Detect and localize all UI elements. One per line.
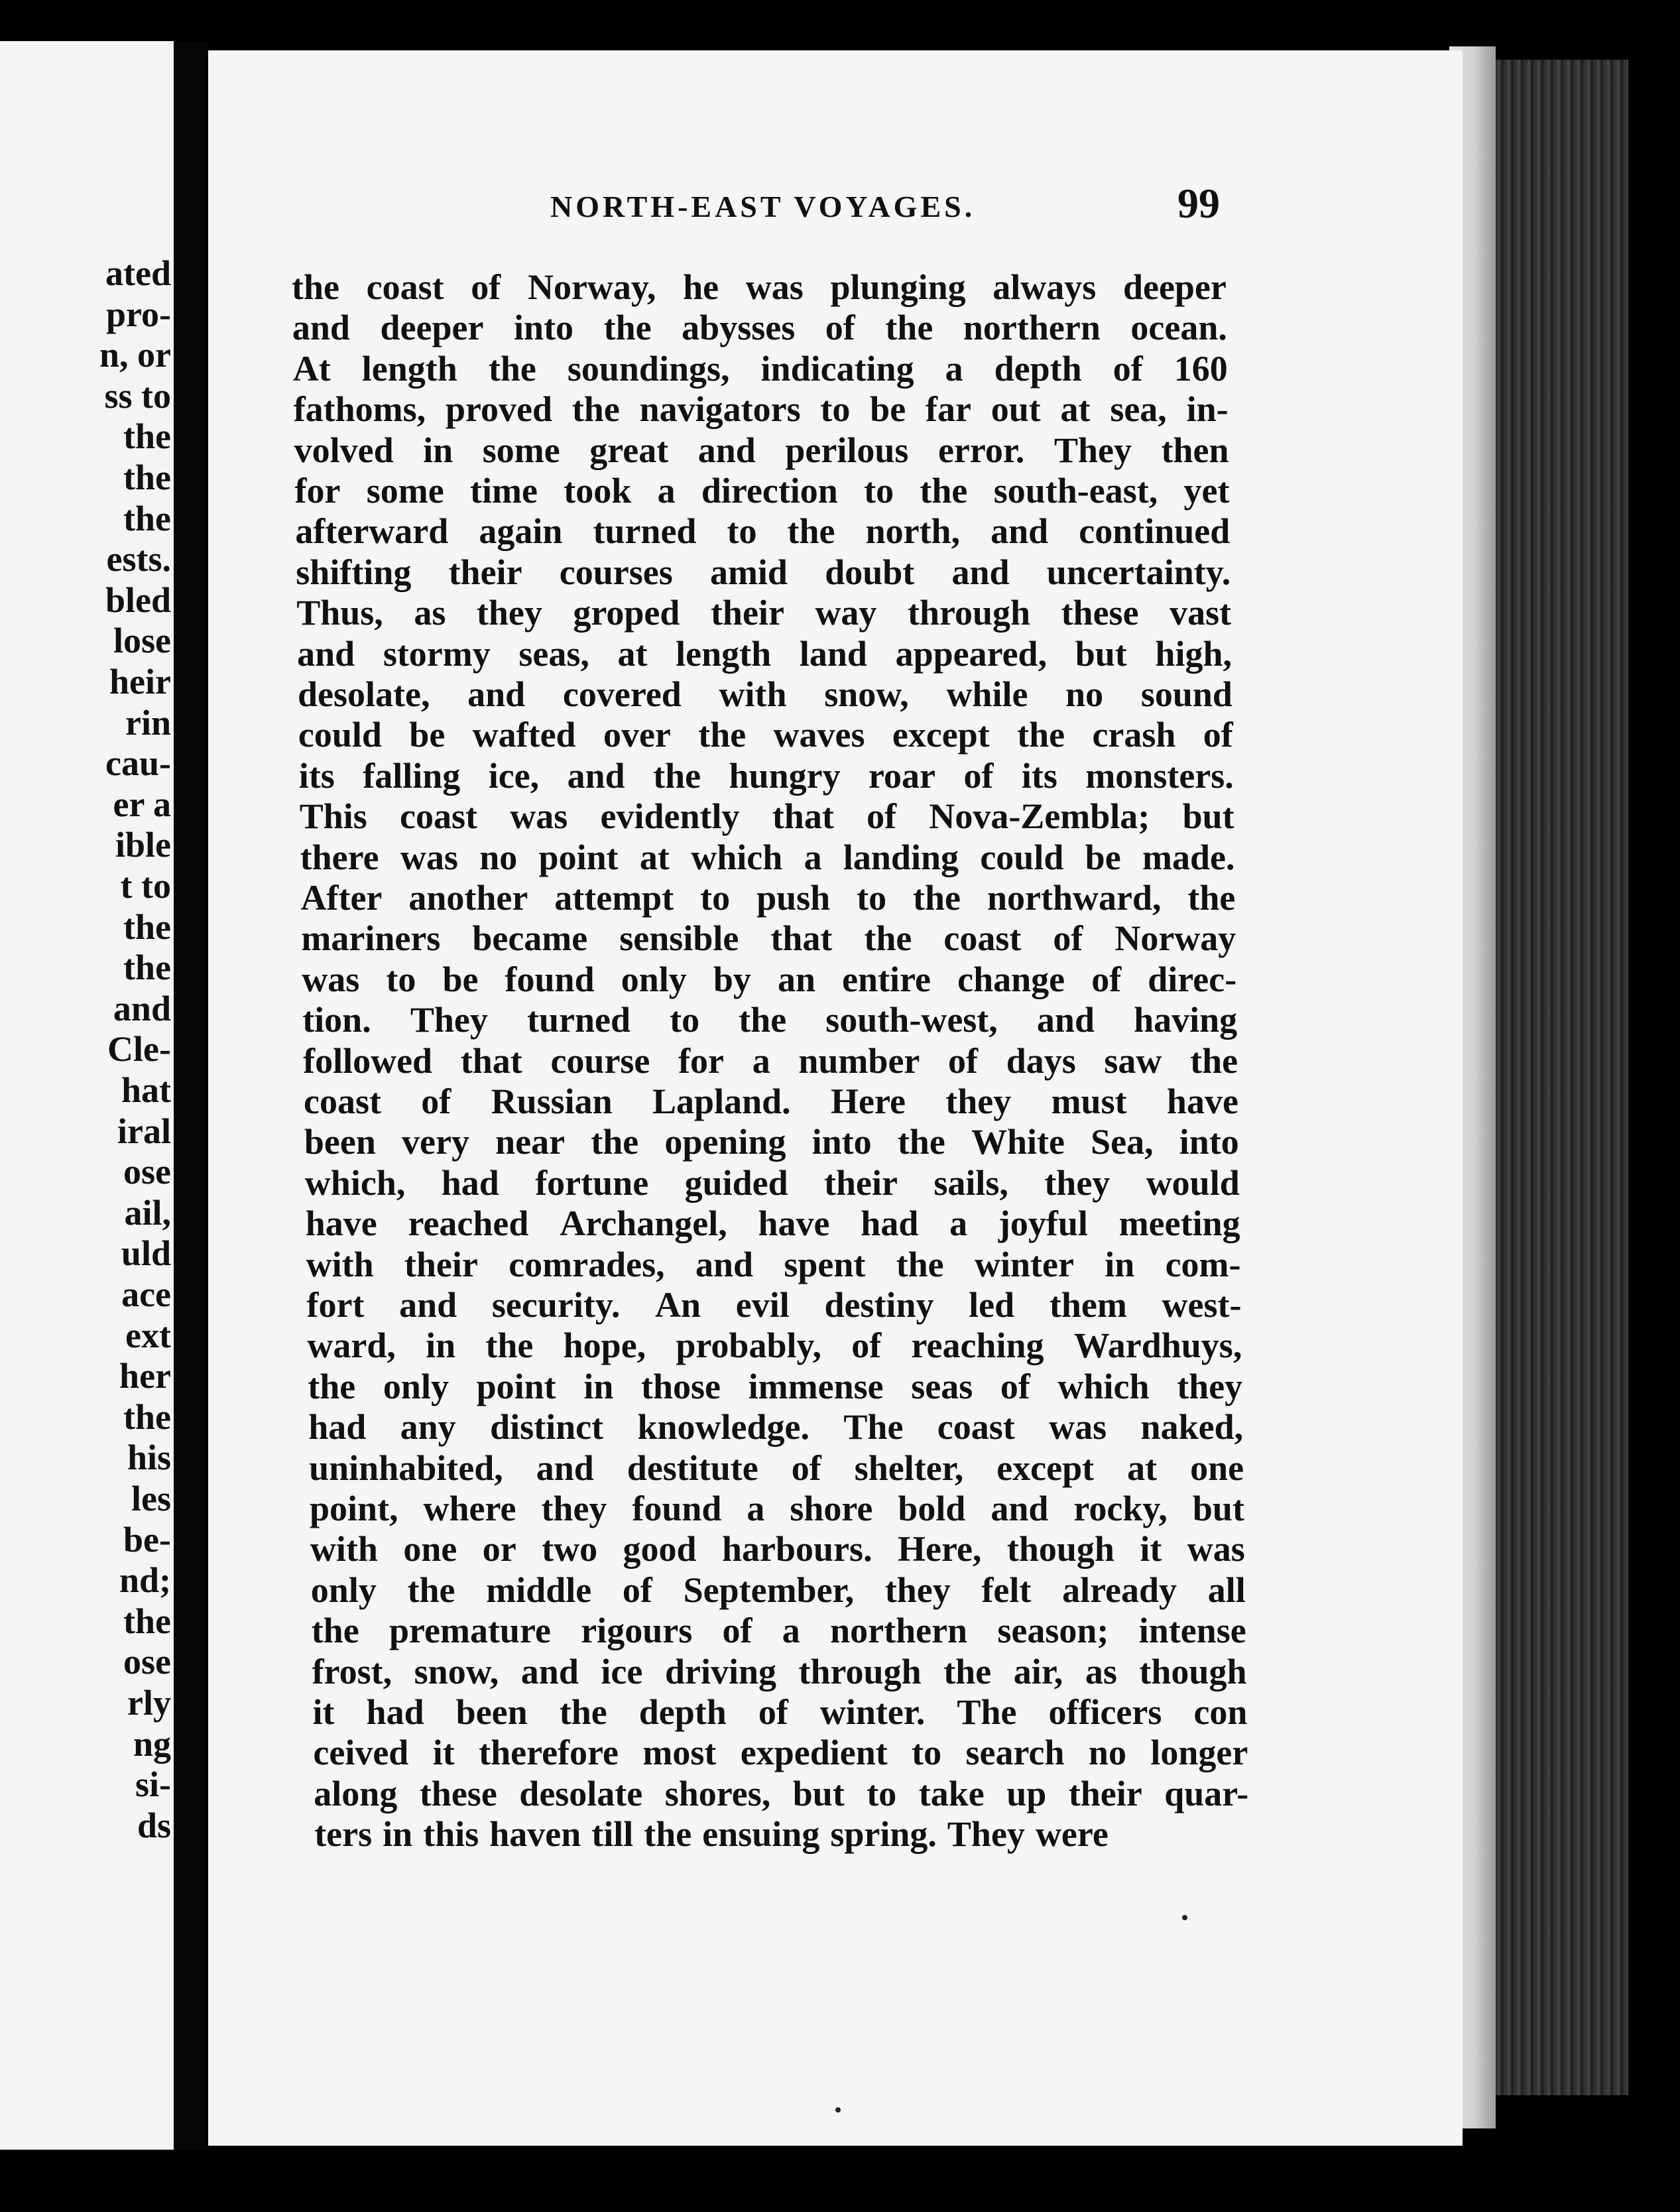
left-text-fragment: the — [123, 1396, 171, 1437]
text-line: shifting their courses amid doubt and uncertainty. — [296, 552, 1231, 592]
left-text-fragment: Cle- — [107, 1029, 171, 1070]
left-text-fragment: pro- — [105, 294, 171, 334]
left-text-fragment: his — [127, 1438, 171, 1478]
left-text-fragment: the — [123, 948, 171, 988]
text-line: had any distinct knowledge. The coast was naked, — [308, 1407, 1244, 1447]
left-text-fragment: ail, — [124, 1192, 171, 1233]
left-text-fragment: ds — [137, 1805, 171, 1845]
text-line: the premature rigours of a northern season; intense — [311, 1611, 1246, 1651]
left-text-fragment: iral — [117, 1111, 171, 1151]
left-text-fragment: les — [131, 1479, 171, 1518]
ink-speck — [835, 2107, 841, 2113]
left-text-fragment: ss to — [104, 375, 171, 416]
text-line: ceived it therefore most expedient to search no longer — [313, 1733, 1248, 1773]
left-text-fragment: rin — [125, 702, 171, 743]
text-line: for some time took a direction to the south-east, yet — [294, 471, 1230, 511]
left-text-fragment: hat — [121, 1070, 171, 1110]
left-text-fragment: rly — [127, 1683, 171, 1723]
text-line: At length the soundings, indicating a depth of 160 — [292, 348, 1228, 389]
left-text-fragment: lose — [113, 621, 171, 661]
left-text-fragment: si- — [135, 1764, 171, 1805]
left-text-fragment: be- — [123, 1519, 171, 1560]
text-line: along these desolate shores, but to take up their quar- — [314, 1773, 1249, 1813]
text-line: which, had fortune guided their sails, they would — [304, 1162, 1240, 1203]
left-text-fragment: er a — [113, 784, 171, 824]
text-line: fathoms, proved the navigators to be far out at sea, in- — [293, 389, 1229, 430]
left-page — [0, 41, 174, 2150]
left-text-fragment: ace — [121, 1274, 171, 1314]
left-text-fragment: cau- — [105, 743, 171, 784]
text-line: After another attempt to push to the northward, the — [300, 878, 1236, 918]
text-line: only the middle of September, they felt already all — [310, 1569, 1246, 1610]
text-line: it had been the depth of winter. The officers con — [312, 1692, 1248, 1732]
text-line: desolate, and covered with snow, while no sound — [298, 674, 1232, 714]
left-text-fragment: ests. — [106, 539, 171, 580]
text-line: mariners became sensible that the coast of Norway — [301, 918, 1236, 959]
left-text-fragment: the — [123, 1601, 171, 1641]
left-text-fragment: nd; — [119, 1560, 171, 1601]
left-text-fragment: the — [123, 416, 171, 457]
text-line: tion. They turned to the south-west, and having — [302, 1000, 1238, 1040]
left-text-fragment: n, or — [99, 335, 171, 375]
text-line: was to be found only by an entire change of direc- — [302, 959, 1237, 999]
text-line: and deeper into the abysses of the northern ocean. — [292, 308, 1227, 348]
text-line: been very near the opening into the White Sea, into — [304, 1122, 1239, 1162]
text-line: there was no point at which a landing could be made. — [300, 837, 1235, 877]
text-line: the coast of Norway, he was plunging always deeper — [292, 267, 1227, 307]
left-text-fragment: ext — [125, 1315, 171, 1355]
left-text-fragment: the — [123, 458, 171, 497]
left-text-fragment: uld — [121, 1233, 171, 1274]
left-text-fragment: ible — [115, 825, 171, 865]
text-line: have reached Archangel, have had a joyful meeting — [305, 1203, 1240, 1244]
text-line: This coast was evidently that of Nova-Zembla; but — [299, 796, 1234, 837]
left-text-fragment: ose — [123, 1152, 171, 1192]
text-line: ward, in the hope, probably, of reaching Wardhuys, — [307, 1325, 1242, 1366]
text-line: Thus, as they groped their way through these vast — [296, 593, 1232, 633]
text-line: point, where they found a shore bold and rocky, but — [310, 1489, 1244, 1528]
text-line: its falling ice, and the hungry roar of its monsters. — [298, 755, 1234, 796]
ink-speck — [1182, 1915, 1187, 1920]
running-head: NORTH-EAST VOYAGES. — [550, 190, 976, 223]
text-line: ters in this haven till the ensuing spring. They were — [314, 1814, 1109, 1855]
left-text-fragment: ng — [133, 1723, 171, 1764]
left-text-fragment: heir — [109, 662, 171, 702]
left-text-fragment: the — [123, 906, 171, 947]
text-line: afterward again turned to the north, and continued — [295, 511, 1230, 552]
text-line: could be wafted over the waves except the crash of — [298, 715, 1233, 755]
page-block-edge — [1496, 60, 1628, 2095]
text-line: the only point in those immense seas of which they — [308, 1366, 1243, 1406]
left-text-fragment: ated — [105, 253, 171, 293]
left-text-fragment: her — [119, 1356, 171, 1396]
text-line: and stormy seas, at length land appeared, but high, — [297, 633, 1232, 674]
text-line: coast of Russian Lapland. Here they must have — [304, 1081, 1238, 1121]
text-line: frost, snow, and ice driving through the air, as though — [312, 1651, 1247, 1691]
left-text-fragment: ose — [123, 1642, 171, 1682]
text-line: uninhabited, and destitute of shelter, except at one — [309, 1447, 1244, 1488]
left-text-fragment: bled — [105, 580, 171, 620]
left-text-fragment: and — [113, 988, 171, 1028]
left-text-fragment: the — [123, 498, 171, 538]
text-line: followed that course for a number of days saw the — [303, 1040, 1238, 1081]
left-text-fragment: t to — [120, 866, 171, 906]
page-number: 99 — [1177, 180, 1220, 227]
text-line: volved in some great and perilous error. They then — [294, 430, 1229, 470]
text-line: with one or two good harbours. Here, though it was — [310, 1529, 1245, 1569]
text-line: fort and security. An evil destiny led them west- — [306, 1285, 1242, 1325]
text-line: with their comrades, and spent the winter in com- — [306, 1244, 1241, 1284]
book-gutter — [174, 41, 208, 2150]
